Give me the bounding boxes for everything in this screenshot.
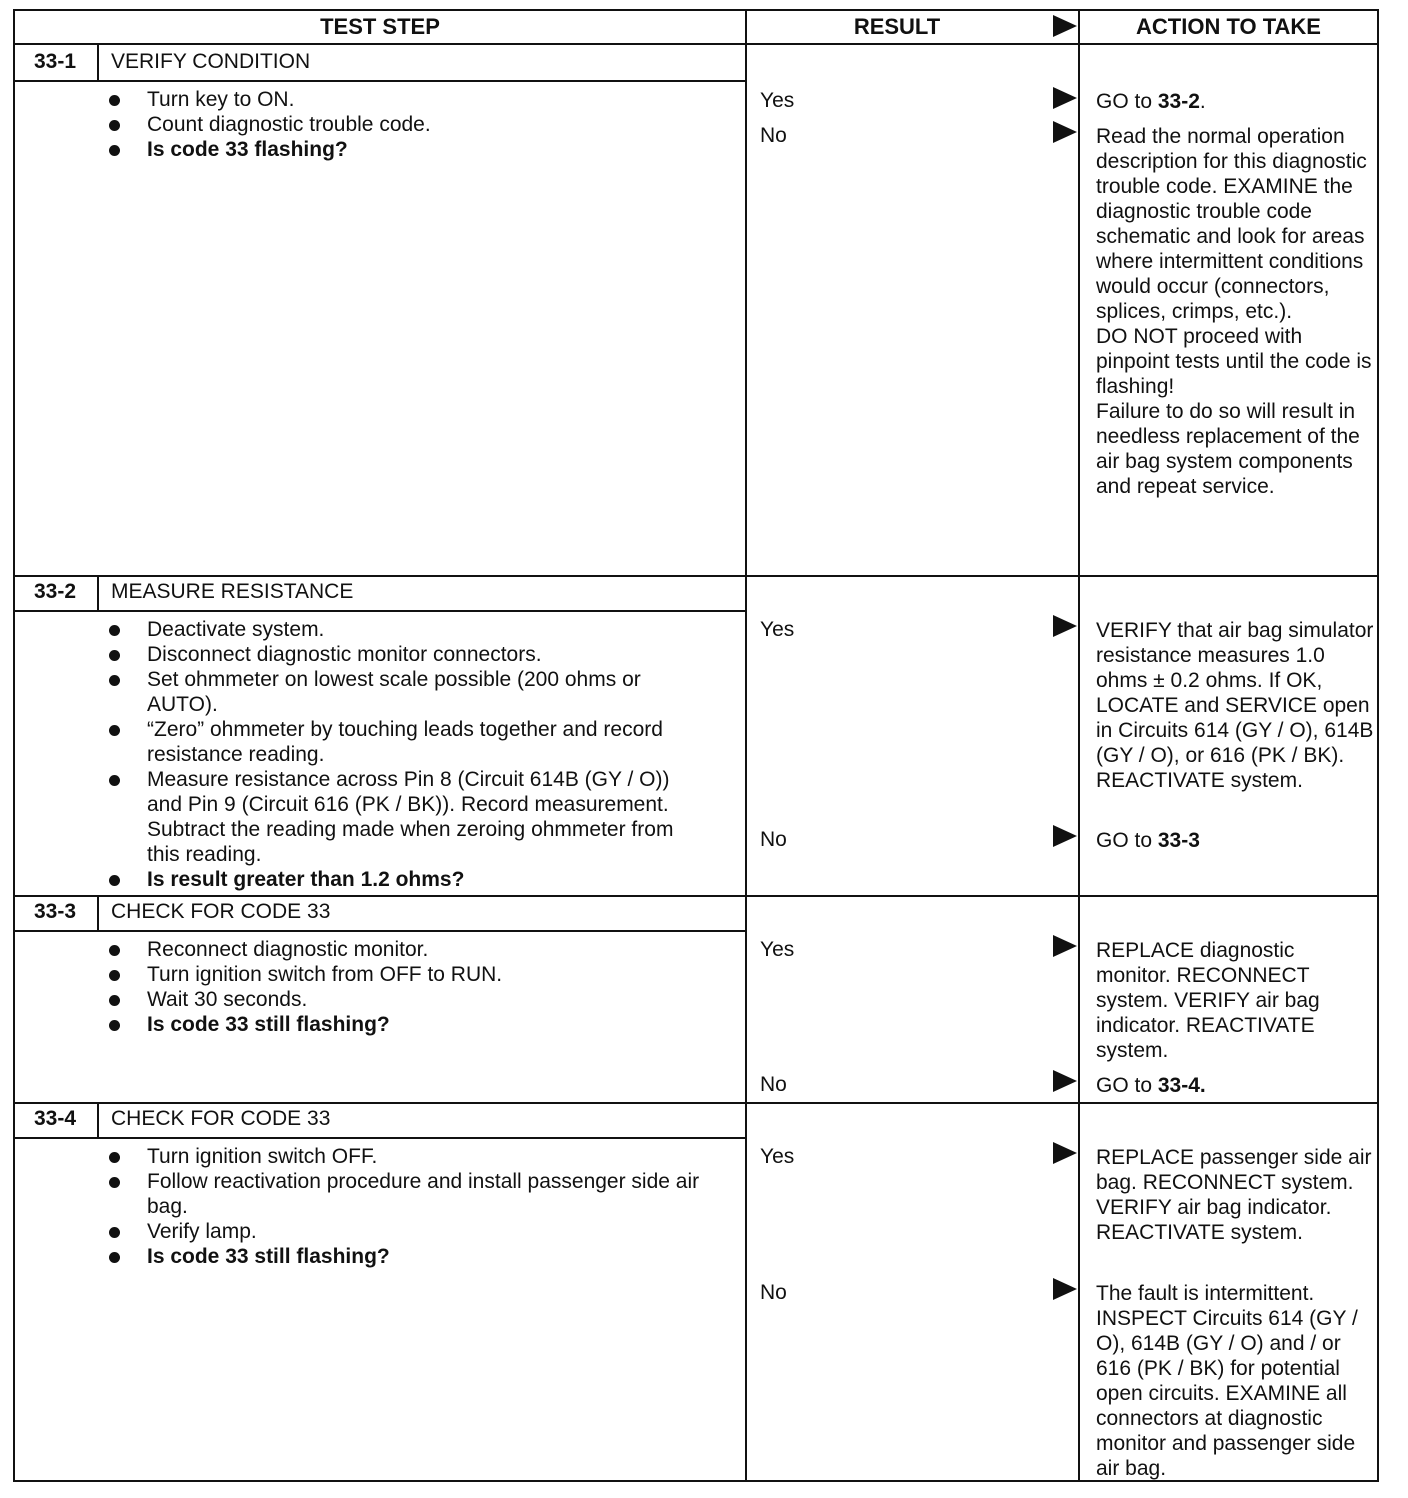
action-text: Read the normal operation description for this diagnostic trouble code. EXAMINE the diagnostic trouble code schematic and look for areas where intermittent conditions would occur (connectors, splices, crimps, etc.). DO NOT proceed with pinpoint tests until the code is flashing! Failure to do so will result in needless replacement of the air bag system components and repeat service. <box>1096 125 1372 498</box>
bullet-item: Measure resistance across Pin 8 (Circuit 614B (GY / O)) and Pin 9 (Circuit 616 (PK / BK)). Record measurement. Subtract the reading made when zeroing ohmmeter from this reading. <box>107 767 707 867</box>
result-yes: Yes <box>760 618 795 641</box>
bullet-question: Is code 33 still flashing? <box>107 1244 727 1269</box>
step-bullets <box>107 617 707 892</box>
arrow-icon <box>1053 1142 1077 1164</box>
action-text: VERIFY that air bag simulator resistance measures 1.0 ohms ± 0.2 ohms. If OK, LOCATE and SERVICE open in Circuits 614 (GY / O), 614B (GY / O), or 616 (PK / BK). REACTIVATE system. <box>1096 619 1374 792</box>
arrow-icon <box>1053 121 1077 143</box>
result-no: No <box>760 828 787 851</box>
arrow-icon <box>1053 615 1077 637</box>
step-number: 33-4 <box>33 1107 77 1130</box>
step-reference: 33-3 <box>1157 829 1200 852</box>
bullet-item: Verify lamp. <box>107 1219 727 1244</box>
step-reference: 33-2 <box>1157 90 1200 113</box>
bullet-item: Wait 30 seconds. <box>107 987 727 1012</box>
table-border-right <box>1377 9 1379 1482</box>
step-number-divider <box>97 1103 99 1138</box>
result-yes: Yes <box>760 89 795 112</box>
action-text: GO to 33-4. <box>1096 1074 1206 1097</box>
step-title: MEASURE RESISTANCE <box>111 580 354 603</box>
bullet-question: Is code 33 flashing? <box>107 137 727 162</box>
step-bullets <box>107 1144 727 1269</box>
result-yes: Yes <box>760 938 795 961</box>
table-border-top <box>13 9 1379 11</box>
bullet-item: Turn ignition switch from OFF to RUN. <box>107 962 727 987</box>
bullet-item: Turn key to ON. <box>107 87 727 112</box>
step-title-underline <box>13 80 746 82</box>
step-bullets <box>107 937 727 1037</box>
result-no: No <box>760 1073 787 1096</box>
step-title: VERIFY CONDITION <box>111 50 311 73</box>
step-title: CHECK FOR CODE 33 <box>111 1107 331 1130</box>
action-text: The fault is intermittent. INSPECT Circuits 614 (GY / O), 614B (GY / O) and / or 616 (PK / BK) for potential open circuits. EXAMINE all connectors at diagnostic monitor and passenger side air bag. <box>1096 1282 1358 1480</box>
result-yes: Yes <box>760 1145 795 1168</box>
bullet-item: Count diagnostic trouble code. <box>107 112 727 137</box>
action-text: REPLACE diagnostic monitor. RECONNECT system. VERIFY air bag indicator. REACTIVATE system. <box>1096 939 1320 1062</box>
bullet-item: “Zero” ohmmeter by touching leads together and record resistance reading. <box>107 717 707 767</box>
step-number-divider <box>97 44 99 81</box>
step-title-underline <box>13 610 746 612</box>
header-result: RESULT <box>853 14 941 39</box>
table-border-left <box>13 9 15 1482</box>
bullet-question: Is result greater than 1.2 ohms? <box>107 867 707 892</box>
bullet-item: Follow reactivation procedure and install passenger side air bag. <box>107 1169 727 1219</box>
result-no: No <box>760 124 787 147</box>
header-divider <box>13 43 1379 45</box>
step-title-underline <box>13 930 746 932</box>
action-text: GO to 33-2. <box>1096 90 1206 113</box>
bullet-item: Turn ignition switch OFF. <box>107 1144 727 1169</box>
step-reference: 33-4 <box>1157 1074 1200 1097</box>
header-arrow-icon <box>1053 15 1077 37</box>
step-number: 33-1 <box>33 50 77 73</box>
header-test-step: TEST STEP <box>320 14 440 39</box>
arrow-icon <box>1053 825 1077 847</box>
action-text: GO to 33-3 <box>1096 829 1200 852</box>
step-bullets <box>107 87 727 162</box>
arrow-icon <box>1053 87 1077 109</box>
column-divider-result <box>745 9 747 1482</box>
result-no: No <box>760 1281 787 1304</box>
step-title: CHECK FOR CODE 33 <box>111 900 331 923</box>
arrow-icon <box>1053 1070 1077 1092</box>
arrow-icon <box>1053 1278 1077 1300</box>
step-number: 33-3 <box>33 900 77 923</box>
bullet-item: Set ohmmeter on lowest scale possible (200 ohms or AUTO). <box>107 667 707 717</box>
action-text: REPLACE passenger side air bag. RECONNECT system. VERIFY air bag indicator. REACTIVATE system. <box>1096 1146 1372 1244</box>
step-number-divider <box>97 576 99 611</box>
header-action: ACTION TO TAKE <box>1136 14 1321 39</box>
step-title-underline <box>13 1137 746 1139</box>
bullet-item: Deactivate system. <box>107 617 707 642</box>
column-divider-action <box>1078 9 1080 1482</box>
bullet-question: Is code 33 still flashing? <box>107 1012 727 1037</box>
bullet-item: Reconnect diagnostic monitor. <box>107 937 727 962</box>
step-number-divider <box>97 896 99 931</box>
bullet-item: Disconnect diagnostic monitor connectors. <box>107 642 707 667</box>
step-number: 33-2 <box>33 580 77 603</box>
arrow-icon <box>1053 935 1077 957</box>
